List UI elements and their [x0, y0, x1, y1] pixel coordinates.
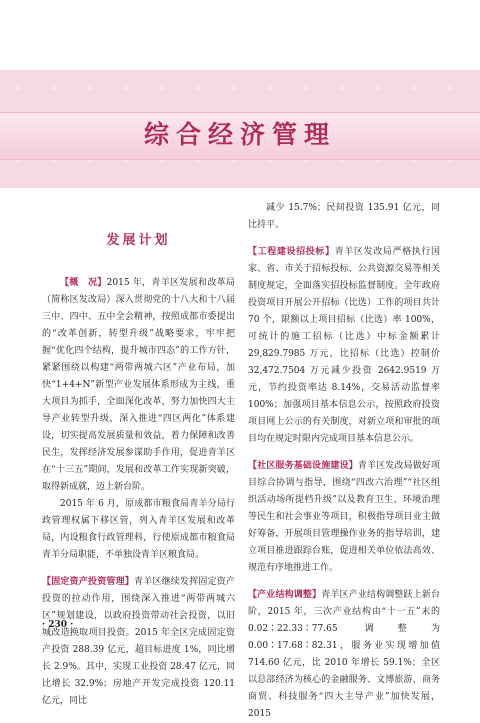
industry-text: 青羊区产业结构调整跃上新台阶，2015 年，三次产业结构由“十一五”末的 0.02∶22.33∶77.65 调整为 0.00∶17.68∶82.31，服务业实现增加值 714.60 亿元，比 2010 年增长 59.1%；全区以总部经济为核心的金融服务、文博旅游、商务商贸、科技服务“四大主导产业”加快发展，2015 — [248, 590, 440, 719]
community-text: 青羊区发改局做好项目综合协调与指导，围绕“四改六治理”“社区组织活动场所提档升级”以及教育卫生、环境治理等民生和社会事业等项目，积极指导项目业主做好筹备，开展项目管理操作业务的指导培训，建立项目推进跟踪台账，促进相关单位依法高效、规范有序地推进工作。 — [248, 461, 440, 573]
investment-paragraph — [42, 574, 235, 710]
bidding-paragraph — [248, 244, 440, 448]
section-title-development-plan: 发展计划 — [106, 233, 171, 248]
left-column — [42, 200, 235, 710]
community-paragraph — [248, 458, 440, 577]
bidding-tag: 【工程建设招投标】 — [248, 247, 335, 257]
grain-bureau-paragraph: 2015 年 6 月，原成都市粮食局青羊分局行政管理权属下移区管，列入青羊区发展和改革局，内设粮食行政管理科，行使原成都市粮食局青羊分局职能，不单独设青羊区粮食局。 — [42, 499, 235, 560]
overview-text: 2015 年，青羊区发展和改革局（简称区发改局）深入贯彻党的十八大和十八届三中、四中、五中全会精神，按照成都市委提出的“改革创新，转型升级”战略要求，牢牢把握“优化四个结构，提升城市四态”的工作方针，紧紧围绕以构建“两带两城六区”产业布局，加快“1+4+N”新型产业发展体系形成为主线，重大项目为抓手，全面深化改革，努力加快四大主导产业转型升级，深入推进“四区两化”体系建设，切实提高发展质量和效益，着力保障和改善民生，发挥经济发展参谋助手作用，促进青羊区在“十三五”期间，发展和改革工作实现新突破，取得新成就，迈上新台阶。 — [42, 278, 235, 492]
right-column — [248, 200, 440, 723]
industry-paragraph — [248, 587, 440, 723]
banner-title: 综合经济管理 — [143, 120, 336, 149]
bidding-text: 青羊区发改局严格执行国家、省、市关于招标投标、公共资源交易等相关制度规定，全面落实招投标监督制度。全年政府投资项目开展公开招标（比选）工作的项目共计 70 个，限额以上项目招标（比选）率 100%，可统计的施工招标（比选）中标金额累计 29,829.7985 万元，比招标（比选）控制价 32,472.7504 万元减少投资 2642.9519 万元，节约投资率达 8.14%，交易活动监督率 100%；加强项目基本信息公示，按照政府投资项目网上公示的有关制度，对新立项和审批的项目均在规定时限内完成项目基本信息公示。 — [248, 247, 440, 444]
industry-tag: 【产业结构调整】 — [248, 590, 322, 600]
page-number: · 230 · — [42, 620, 74, 630]
continuation-paragraph: 减少 15.7%；民间投资 135.91 亿元，同比持平。 — [248, 203, 440, 230]
investment-text: 青羊区继续发挥固定资产投资的拉动作用，围绕深入推进“两带两城六区”规划建设，以政府投资带动社会投资，以旧城改造换取项目投资。2015 年全区完成固定资产投资 288.39 亿元，超目标进度 1%，同比增长 2.9%。其中，实现工业投资 28.47 亿元，同比增长 32.9%；房地产开发完成投资 120.11 亿元，同比 — [42, 577, 235, 706]
section-banner — [0, 70, 480, 188]
community-tag: 【社区服务基础设施建设】 — [248, 461, 358, 471]
overview-tag: 【概 况】 — [60, 278, 107, 288]
investment-tag: 【固定资产投资管理】 — [42, 577, 134, 587]
overview-paragraph — [42, 275, 235, 496]
